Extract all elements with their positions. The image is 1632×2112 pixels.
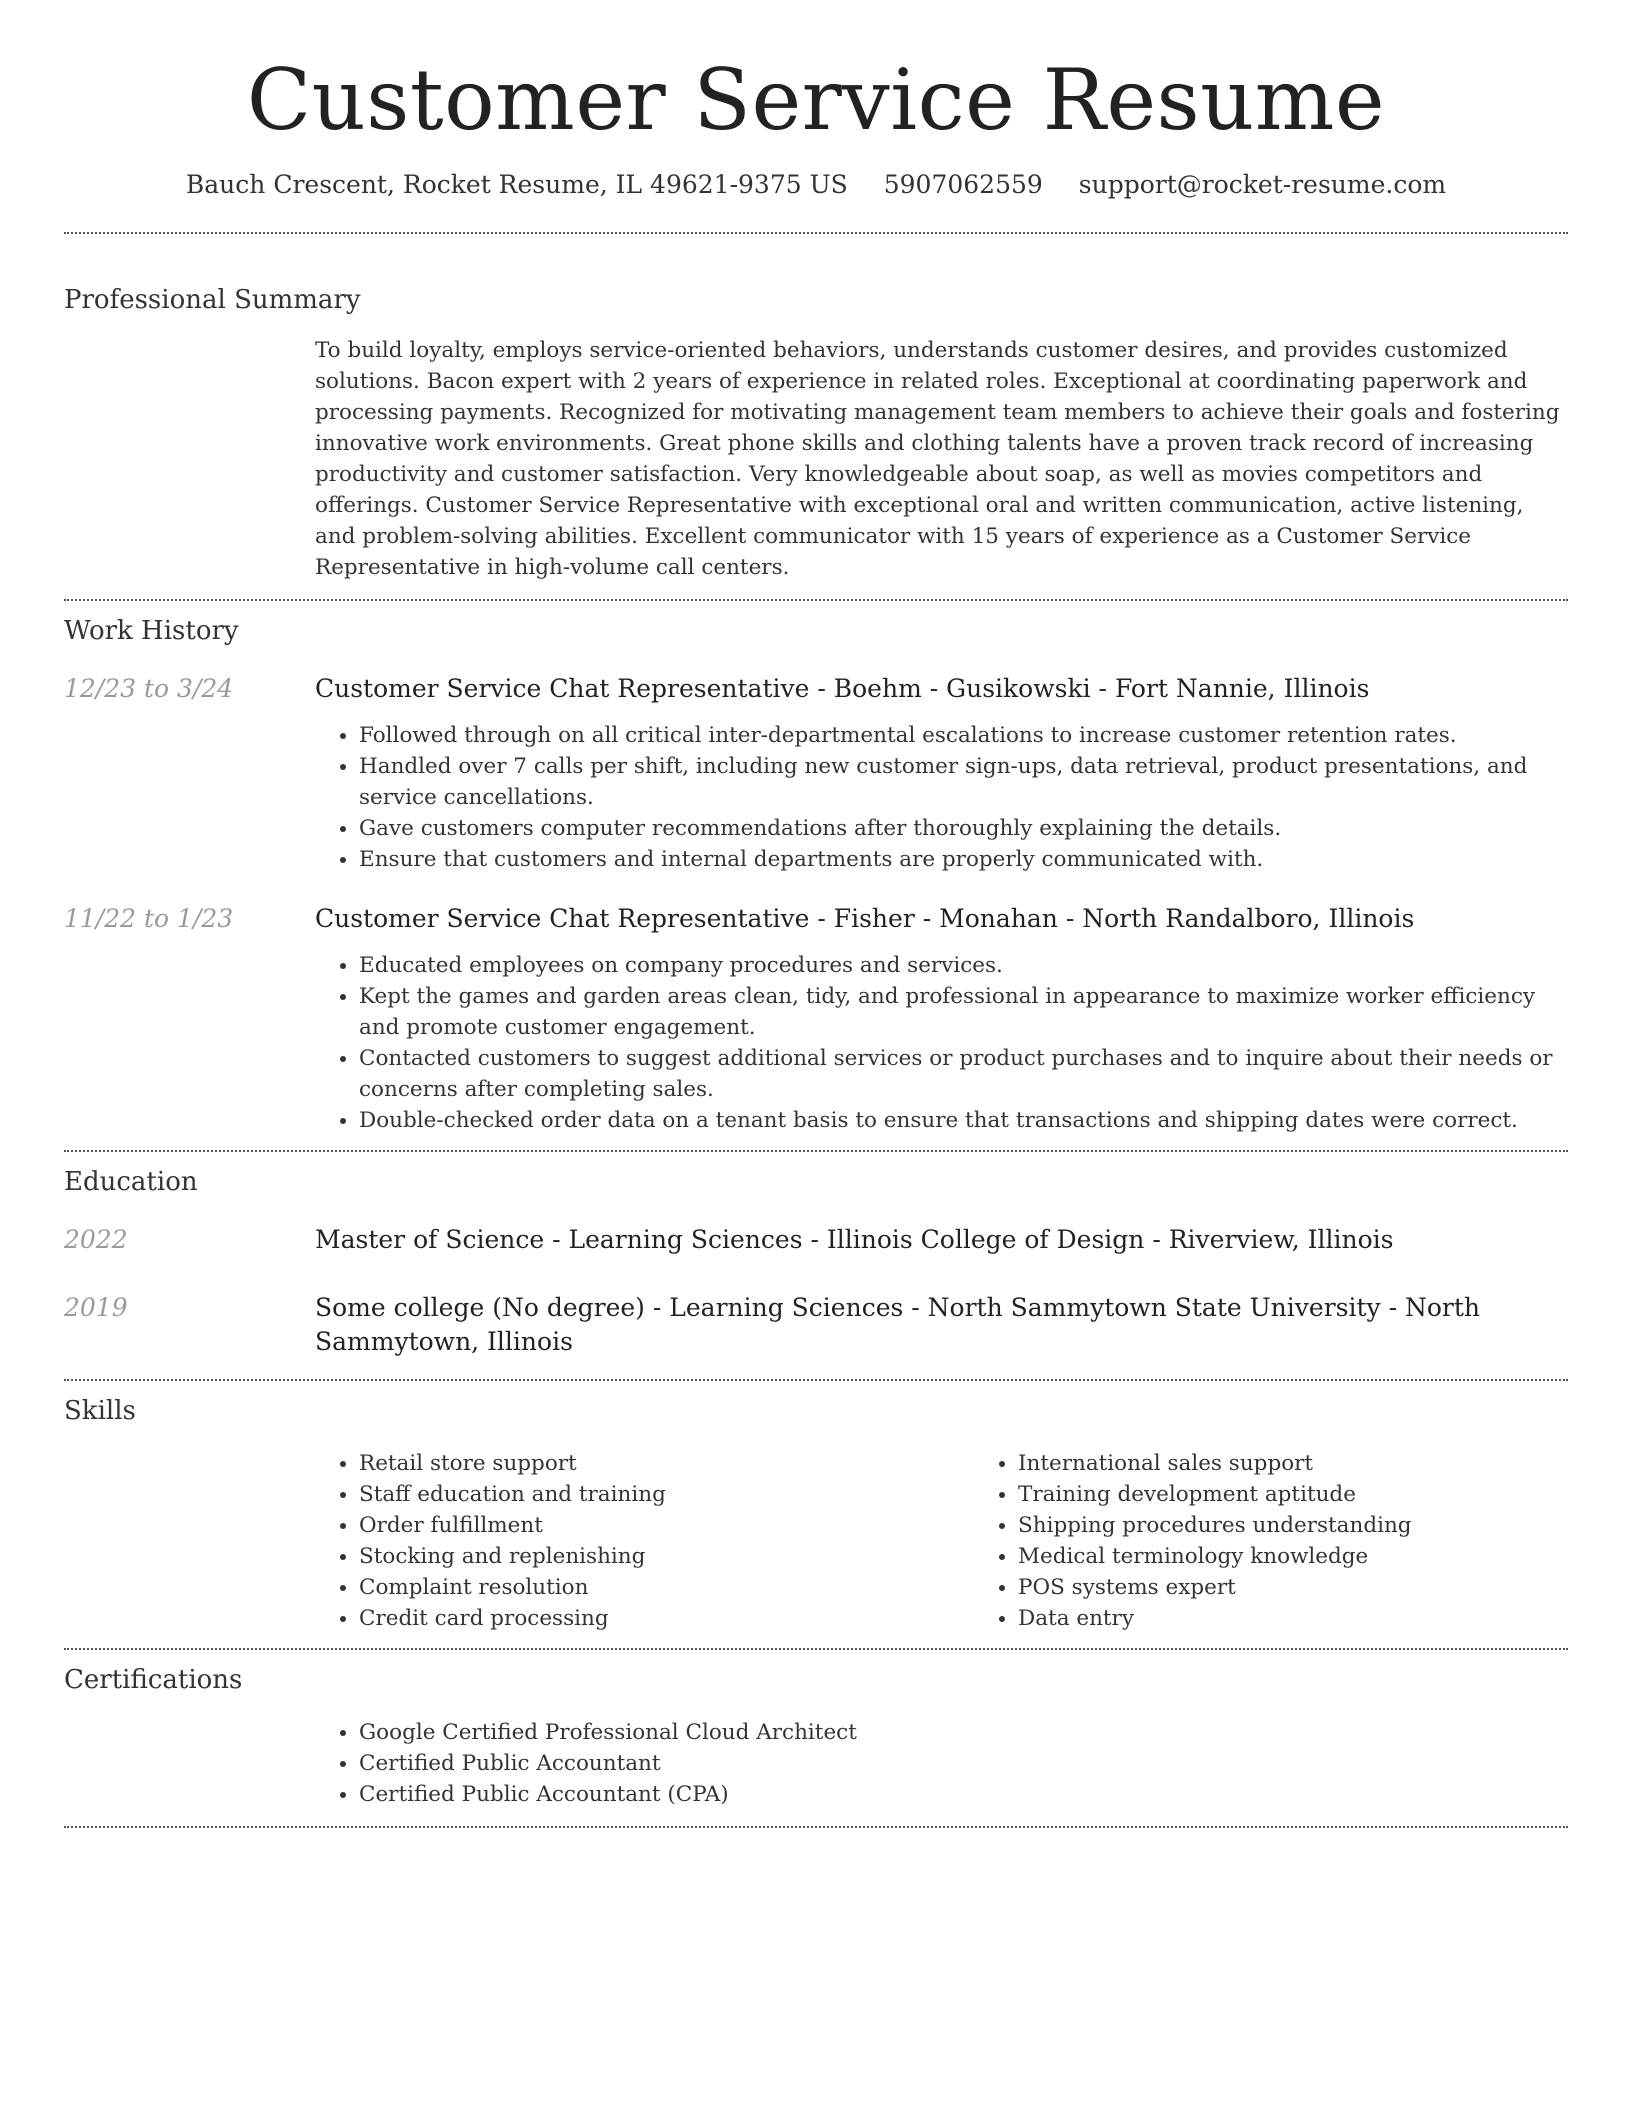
job-bullet: • Kept the games and garden areas clean, tidy, and professional in appearance to maximize worker efficiency and promote customer engagement. — [359, 981, 1568, 1043]
certifications-list — [315, 1717, 1568, 1810]
education-entry — [64, 1223, 1568, 1257]
job-bullets — [315, 950, 1568, 1136]
skill-item: • International sales support — [1018, 1448, 1632, 1479]
skills-heading: Skills — [64, 1396, 136, 1426]
skill-item: • POS systems expert — [1018, 1572, 1632, 1603]
job-dates: 11/22 to 1/23 — [64, 904, 234, 933]
education-entry — [64, 1291, 1568, 1359]
skill-item: • Shipping procedures understanding — [1018, 1510, 1632, 1541]
job-bullet: • Ensure that customers and internal departments are properly communicated with. — [359, 844, 1568, 875]
work-section — [64, 614, 1568, 1136]
summary-text: To build loyalty, employs service-oriented behaviors, understands customer desires, and provides customized solutions. Bacon expert with 2 years of experience in related roles. Exceptional at coordinating paperwork and processing payments. Recognized for motivating management team members to achieve their goals and fostering innovative work environments. Great phone skills and clothing talents have a proven track record of increasing productivity and customer satisfaction. Very knowledgeable about soap, as well as movies competitors and offerings. Customer Service Representative with exceptional oral and written communication, active listening, and problem-solving abilities. Excellent communicator with 15 years of experience as a Customer Service Representative in high-volume call centers. — [315, 338, 1560, 580]
summary-heading: Professional Summary — [64, 285, 361, 315]
certifications-body — [315, 1717, 1568, 1810]
section-divider — [64, 1826, 1568, 1828]
skill-item: • Complaint resolution — [359, 1572, 974, 1603]
job-bullet: • Gave customers computer recommendations after thoroughly explaining the details. — [359, 813, 1568, 844]
skill-item: • Stocking and replenishing — [359, 1541, 974, 1572]
job-heading: Customer Service Chat Representative - Fisher - Monahan - North Randalboro, Illinois — [315, 904, 1415, 933]
skills-list-left — [315, 1448, 974, 1634]
education-heading-text: Master of Science - Learning Sciences - Illinois College of Design - Riverview, Illinois — [315, 1225, 1394, 1254]
certifications-heading: Certifications — [64, 1665, 243, 1695]
education-heading-text: Some college (No degree) - Learning Sciences - North Sammytown State University - North Sammytown, Illinois — [315, 1293, 1481, 1356]
summary-row — [64, 335, 1568, 583]
job-details — [315, 902, 1568, 1136]
contact-phone: 5907062559 — [883, 170, 1043, 199]
job-bullet: • Double-checked order data on a tenant basis to ensure that transactions and shipping dates were correct. — [359, 1105, 1568, 1136]
summary-body — [315, 335, 1568, 583]
section-divider — [64, 1379, 1568, 1381]
education-heading: Education — [64, 1167, 198, 1197]
certifications-section — [64, 1663, 1568, 1810]
skills-list-right — [974, 1448, 1632, 1634]
section-divider — [64, 232, 1568, 234]
skill-item: • Data entry — [1018, 1603, 1632, 1634]
job-details — [315, 672, 1568, 875]
section-divider — [64, 1648, 1568, 1650]
job-bullet: • Contacted customers to suggest additional services or product purchases and to inquire about their needs or concerns after completing sales. — [359, 1043, 1568, 1105]
job-entry — [64, 672, 1568, 875]
education-section — [64, 1165, 1568, 1359]
job-bullets — [315, 720, 1568, 875]
resume-header — [64, 0, 1568, 202]
job-bullet: • Educated employees on company procedures and services. — [359, 950, 1568, 981]
skill-item: • Staff education and training — [359, 1479, 974, 1510]
contact-address: Bauch Crescent, Rocket Resume, IL 49621-9375 US — [185, 170, 848, 199]
job-bullet: • Handled over 7 calls per shift, including new customer sign-ups, data retrieval, product presentations, and service cancellations. — [359, 751, 1568, 813]
skill-item: • Retail store support — [359, 1448, 974, 1479]
skill-item: • Training development aptitude — [1018, 1479, 1632, 1510]
certification-item: • Google Certified Professional Cloud Architect — [359, 1717, 1568, 1748]
education-details — [315, 1223, 1568, 1257]
certification-item: • Certified Public Accountant (CPA) — [359, 1779, 1568, 1810]
section-divider — [64, 599, 1568, 601]
skill-item: • Credit card processing — [359, 1603, 974, 1634]
job-dates: 12/23 to 3/24 — [64, 674, 234, 703]
resume-title: Customer Service Resume — [246, 51, 1386, 149]
education-year: 2019 — [64, 1293, 128, 1322]
certifications-row — [64, 1717, 1568, 1810]
skills-grid — [315, 1448, 1632, 1634]
contact-email: support@rocket-resume.com — [1078, 170, 1447, 199]
job-bullet: • Followed through on all critical inter-departmental escalations to increase customer retention rates. — [359, 720, 1568, 751]
contact-line — [64, 168, 1568, 202]
skills-section — [64, 1394, 1568, 1634]
skill-item: • Medical terminology knowledge — [1018, 1541, 1632, 1572]
job-entry — [64, 902, 1568, 1136]
education-details — [315, 1291, 1568, 1359]
education-year: 2022 — [64, 1225, 128, 1254]
skill-item: • Order fulfillment — [359, 1510, 974, 1541]
job-heading: Customer Service Chat Representative - Boehm - Gusikowski - Fort Nannie, Illinois — [315, 674, 1370, 703]
work-heading: Work History — [64, 616, 239, 646]
section-divider — [64, 1150, 1568, 1152]
certification-item: • Certified Public Accountant — [359, 1748, 1568, 1779]
skills-row — [64, 1448, 1568, 1634]
summary-section — [64, 283, 1568, 583]
